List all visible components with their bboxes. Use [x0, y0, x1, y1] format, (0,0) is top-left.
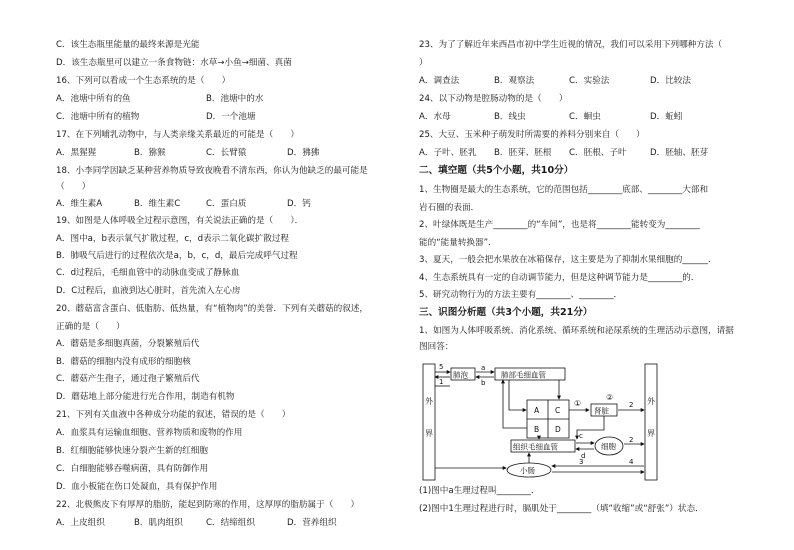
- q22-option-c: C．结缔组织: [206, 518, 255, 528]
- label-outside-left: 外: [425, 397, 433, 406]
- label-na: a: [481, 364, 486, 372]
- q18-paren: （ ）: [56, 182, 91, 192]
- label-nc: c: [579, 432, 583, 440]
- q19-stem: 19、如图是人体呼吸全过程示意图，有关说法正确的是（ ）．: [56, 216, 304, 226]
- q21-option-a: A．血浆具有运输血细胞、营养物质和废物的作用: [56, 428, 243, 438]
- q23-option-b: B．观察法: [494, 76, 535, 86]
- fill-q2-cont: 能的“能量转换器”．: [419, 238, 497, 248]
- label-circ1: ①: [574, 399, 582, 408]
- label-tissue-capillary: 组织毛细血管: [513, 442, 558, 452]
- q15-option-d: D．该生态瓶里可以建立一条食物链：水草→小鱼→细菌、真菌: [56, 58, 292, 68]
- q16-stem: 16、下列可以看成一个生态系统的是（ ）: [56, 76, 231, 86]
- outside-right-bar: [645, 364, 657, 480]
- q23-option-d: D．比较法: [650, 76, 691, 86]
- q20-option-c: C．蘑菇产生孢子，通过孢子繁殖后代: [56, 374, 200, 384]
- q18-option-b: B．维生素C: [134, 199, 181, 209]
- q18-option-c: C．蛋白质: [206, 199, 247, 209]
- q22-option-a: A．上皮组织: [56, 518, 105, 528]
- label-cell: 细胞: [601, 442, 616, 451]
- q17-option-a: A．黑猩猩: [56, 148, 97, 158]
- q17-stem: 17、在下列哺乳动物中，与人类亲缘关系最近的可能是（ ）: [56, 130, 299, 140]
- q19-option-c: C．d过程后，毛细血管中的动脉血变成了静脉血: [56, 268, 240, 278]
- q22-option-b: B．肌肉组织: [134, 518, 183, 528]
- q25-option-a: A．子叶、胚乳: [419, 148, 477, 158]
- q23-option-a: A．调查法: [419, 76, 460, 86]
- fill-q1: 1、生物圈是最大的生态系统，它的范围包括________底部、________大部和: [419, 185, 709, 195]
- label-outside-right-2: 界: [647, 429, 655, 438]
- label-chamber-b: B: [534, 425, 540, 434]
- q24-stem: 24、以下动物是腔肠动物的是（ ）: [419, 94, 568, 104]
- outside-left-bar: [423, 364, 435, 480]
- q25-option-d: D．胚轴、胚芽: [650, 148, 709, 158]
- q24-option-d: D．蚯蚓: [650, 112, 683, 122]
- label-n2: 2: [629, 436, 634, 444]
- label-chamber-c: C: [555, 406, 561, 415]
- figure-q1-sub1: (1)图中a生理过程叫________．: [419, 486, 540, 496]
- q23-stem: 23、为了了解近年来西昌市初中学生近视的情况，我们可以采用下列哪种方法（: [419, 40, 723, 50]
- q20-stem: 20、蘑菇富含蛋白、低脂肪、低热量，有“植物肉”的美誉．下列有关蘑菇的叙述，: [56, 304, 369, 314]
- q24-option-b: B．线虫: [494, 112, 526, 122]
- q24-option-a: A．水母: [419, 112, 451, 122]
- q20-option-a: A．蘑菇是多细胞真菌，分裂繁殖后代: [56, 339, 200, 349]
- figure-q1-stem-cont: 图回答：: [419, 342, 454, 352]
- fill-q4: 4、生态系统具有一定的自动调节能力，但是这种调节能力是________的．: [419, 273, 700, 283]
- fill-q2: 2、叶绿体既是生产________的“车间”，也是将________能转变为________: [419, 220, 700, 230]
- q16-option-d: D．一个池塘: [206, 112, 256, 122]
- section2-title: 二、填空题（共5个小题，共10分）: [419, 165, 574, 176]
- q21-option-d: D．血小板能在伤口处凝血，具有保护作用: [56, 482, 218, 492]
- label-n2-top: 2: [629, 401, 634, 409]
- q17-option-c: C．长臂猿: [206, 148, 247, 158]
- label-n4: 4: [629, 458, 634, 466]
- q25-option-b: B．胚芽、胚根: [494, 148, 552, 158]
- q19-option-a: A．图中a，b表示氧气扩散过程，c，d表示二氧化碳扩散过程: [56, 234, 290, 244]
- label-outside-left-2: 界: [425, 429, 433, 438]
- q18-option-a: A．维生素A: [56, 199, 103, 209]
- label-nb: b: [481, 379, 486, 387]
- figure-q1-stem: 1、如图为人体呼吸系统、消化系统、循环系统和泌尿系统的生理活动示意图，请据: [419, 326, 734, 336]
- q25-option-c: C．胚根、子叶: [569, 148, 627, 158]
- q16-option-c: C．池塘中所有的植物: [56, 112, 140, 122]
- label-n1: 1: [439, 378, 444, 386]
- physiology-diagram: [419, 358, 669, 486]
- q22-stem: 22、北极熊皮下有厚厚的脂肪，能起到防寒的作用，这厚厚的脂肪属于（ ）: [56, 500, 360, 510]
- q18-stem: 18、小李同学因缺乏某种营养物质导致夜晚看不清东西，你认为他缺乏的最可能是: [56, 166, 368, 176]
- q18-option-d: D．钙: [287, 199, 311, 209]
- section3-title: 三、识图分析题（共3个小题，共21分）: [419, 307, 593, 318]
- q20-option-d: D．蘑菇地上部分能进行光合作用，制造有机物: [56, 392, 235, 402]
- label-small-intestine: 小肠: [520, 466, 535, 475]
- label-n5: 5: [439, 363, 444, 371]
- q20-stem-cont: 正确的是（ ）: [56, 322, 125, 332]
- label-alveoli: 肺泡: [453, 370, 468, 380]
- q25-stem: 25、大豆、玉米种子萌发时所需要的养料分别来自（ ）: [419, 130, 645, 140]
- q19-option-b: B．肺吸气后进行的过程依次是a，b，c，d，最后完成呼气过程: [56, 251, 298, 261]
- label-n3: 3: [579, 458, 584, 466]
- q16-option-a: A．池塘中所有的鱼: [56, 94, 131, 104]
- q20-option-b: B．蘑菇的细胞内没有成形的细胞核: [56, 357, 191, 367]
- q21-stem: 21、下列有关血液中各种成分功能的叙述，错误的是（ ）: [56, 410, 291, 420]
- label-chamber-a: A: [534, 406, 540, 415]
- label-kidney: 肾脏: [594, 406, 609, 416]
- label-chamber-d: D: [555, 425, 561, 434]
- q24-option-c: C．蛔虫: [569, 112, 601, 122]
- label-nd: d: [581, 452, 586, 460]
- figure-q1-sub2: (2)图中1生理过程进行时，膈肌处于________（填“收缩”或“舒张”）状态．: [419, 504, 704, 514]
- q17-option-b: B．猕猴: [134, 148, 166, 158]
- q15-option-c: C．该生态瓶里能量的最终来源是光能: [56, 40, 200, 50]
- q17-option-d: D．狒狒: [287, 148, 320, 158]
- fill-q3: 3、夏天，一般会把水果放在冰箱保存，这主要是为了抑制水果细胞的______．: [419, 255, 717, 265]
- label-lung-capillary: 肺部毛细血管: [501, 370, 546, 380]
- q23-paren: ）: [419, 58, 428, 68]
- q16-option-b: B．池塘中的水: [206, 94, 264, 104]
- label-circ2: ②: [606, 393, 614, 402]
- physiology-diagram-svg: [419, 358, 669, 486]
- q23-option-c: C．实验法: [569, 76, 610, 86]
- label-outside-right: 外: [647, 397, 655, 406]
- q22-option-d: D．营养组织: [287, 518, 337, 528]
- q21-option-b: B．红细胞能够快速分裂产生新的红细胞: [56, 446, 208, 456]
- fill-q5: 5、研究动物行为的方法主要有________、________．: [419, 290, 623, 300]
- q19-option-d: D．C过程后，血液到达心脏时，首先流入左心房: [56, 286, 241, 296]
- q21-option-c: C．白细胞能够吞噬病菌，具有防御作用: [56, 464, 209, 474]
- fill-q1-cont: 岩石圈的表面．: [419, 203, 480, 213]
